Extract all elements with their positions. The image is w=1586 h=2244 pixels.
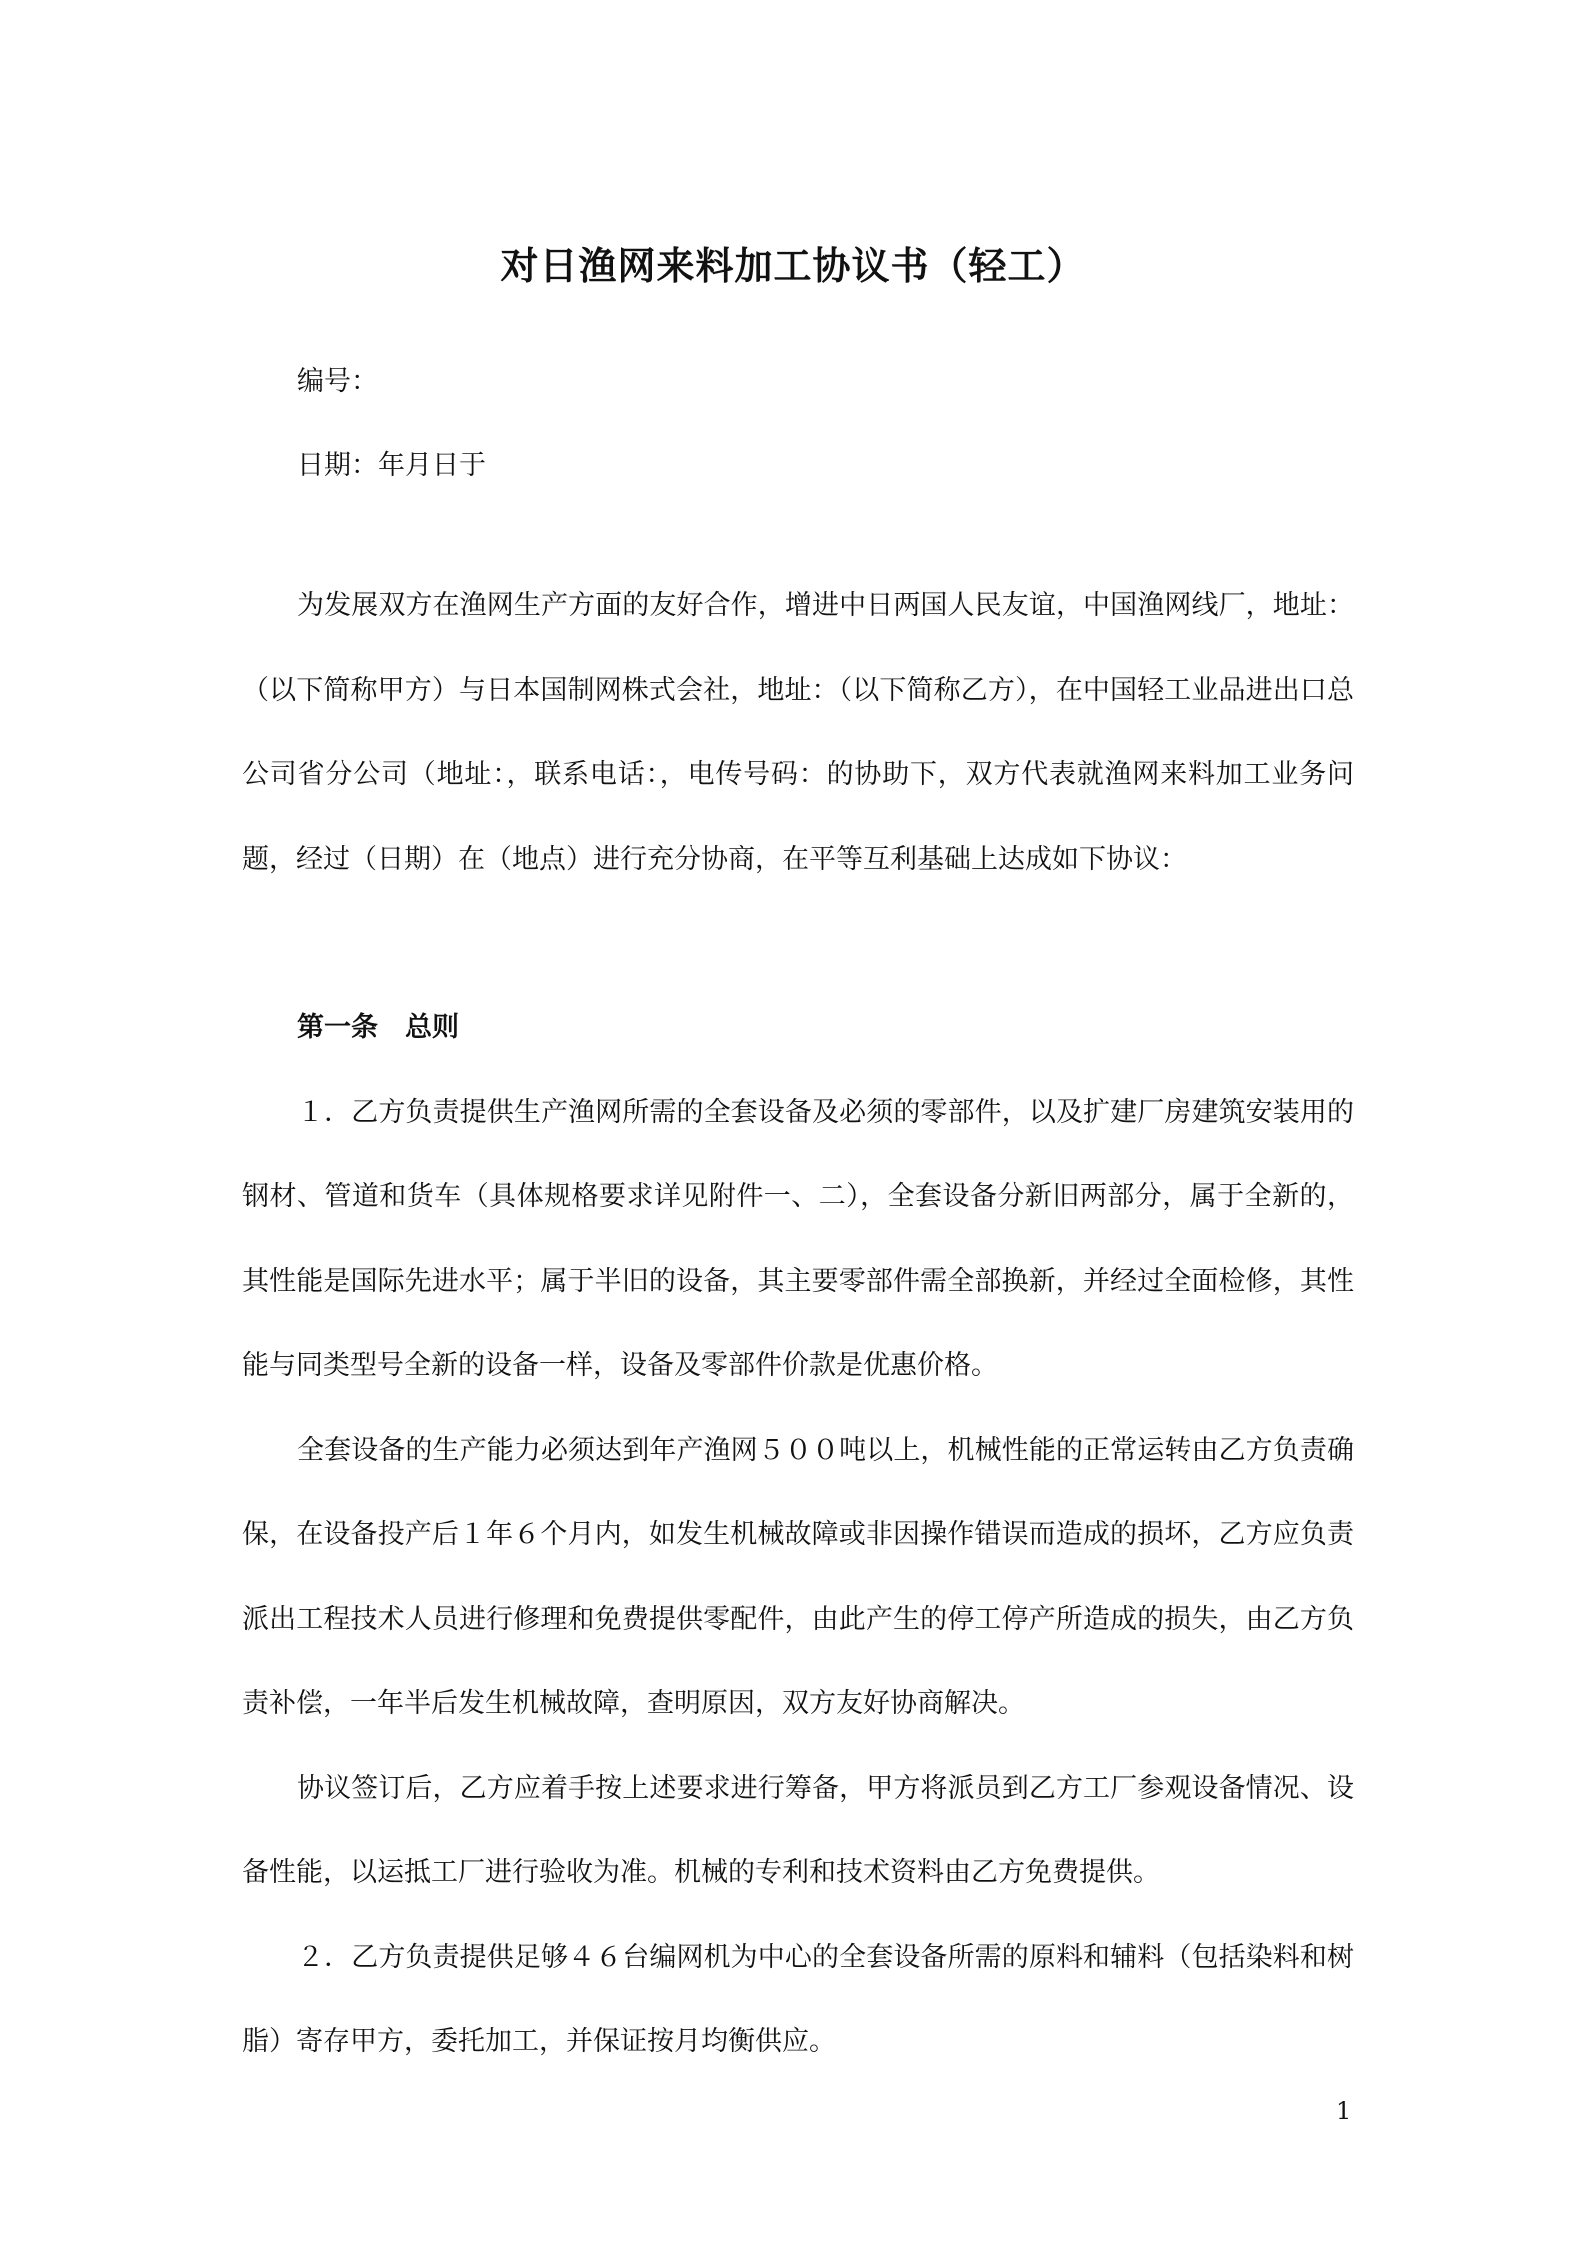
document-date-label: 日期：年月日于	[297, 450, 486, 481]
page-number: 1	[1336, 2097, 1352, 2125]
clause-paragraph: 协议签订后，乙方应着手按上述要求进行筹备，甲方将派员到乙方工厂参观设备情况、设备性能，以运抵工厂进行验收为准。机械的专利和技术资料由乙方免费提供。	[242, 1772, 1354, 1888]
clause-paragraph: 全套设备的生产能力必须达到年产渔网５００吨以上，机械性能的正常运转由乙方负责确保，在设备投产后１年６个月内，如发生机械故障或非因操作错误而造成的损坏，乙方应负责派出工程技术人员进行修理和免费提供零配件，由此产生的停工停产所造成的损失，由乙方负责补偿，一年半后发生机械故障，查明原因，双方友好协商解决。	[242, 1434, 1354, 1719]
document-body	[242, 564, 1354, 2085]
clause-paragraph: １．乙方负责提供生产渔网所需的全套设备及必须的零部件，以及扩建厂房建筑安装用的钢材、管道和货车（具体规格要求详见附件一、二），全套设备分新旧两部分，属于全新的，其性能是国际先进水平；属于半旧的设备，其主要零部件需全部换新，并经过全面检修，其性能与同类型号全新的设备一样，设备及零部件价款是优惠价格。	[242, 1096, 1354, 1381]
clause-paragraph: ２．乙方负责提供足够４６台编网机为中心的全套设备所需的原料和辅料（包括染料和树脂）寄存甲方，委托加工，并保证按月均衡供应。	[242, 1941, 1354, 2057]
intro-paragraph: 为发展双方在渔网生产方面的友好合作，增进中日两国人民友谊，中国渔网线厂，地址：（以下简称甲方）与日本国制网株式会社，地址：（以下简称乙方），在中国轻工业品进出口总公司省分公司（地址：，联系电话：，电传号码：的协助下，双方代表就渔网来料加工业务问题，经过（日期）在（地点）进行充分协商，在平等互利基础上达成如下协议：	[242, 590, 1354, 875]
section-heading: 第一条 总则	[297, 1012, 459, 1043]
document-title: 对日渔网来料加工协议书（轻工）	[500, 244, 1086, 288]
document-number-label: 编号：	[297, 366, 378, 397]
